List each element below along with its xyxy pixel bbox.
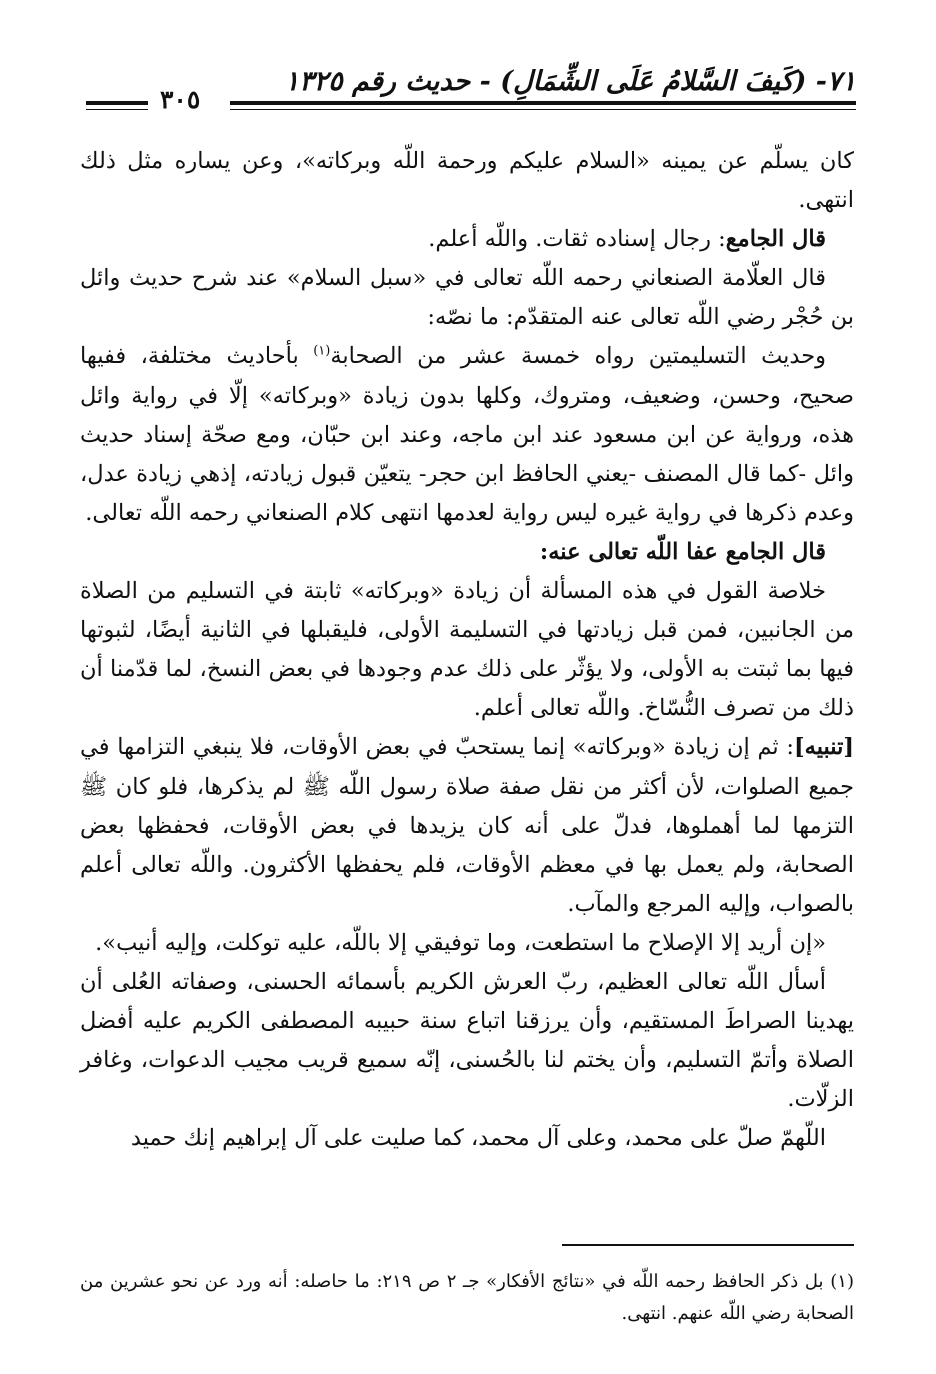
chapter-title: ٧١- (كَيفَ السَّلامُ عَلَى الشِّمَالِ) - حديث رقم ١٣٢٥ bbox=[284, 66, 856, 97]
paragraph: قال العلّامة الصنعاني رحمه اللّه تعالى في «سبل السلام» عند شرح حديث وائل بن حُجْر رضي اللّه تعالى عنه المتقدّم: ما نصّه: bbox=[80, 265, 854, 331]
paragraph bbox=[80, 220, 854, 259]
running-header bbox=[80, 62, 856, 114]
header-rule-thick-left bbox=[86, 101, 148, 105]
paragraph-text: بأحاديث مختلفة، ففيها صحيح، وحسن، وضعيف، ومتروك، وكلها بدون زيادة «وبركاته» إلّا في رواية وائل هذه، ورواية عن ابن مسعود عند ابن ماجه، وعند ابن حبّان، ومع صحّة إسناد حديث وائل -كما قال المصنف -يعني الحافظ ابن حجر- يتعيّن قبول زيادته، إذهي زيادة عدل، وعدم ذكرها في رواية غيره ليس رواية لعدمها انتهى كلام الصنعاني رحمه اللّه تعالى. bbox=[80, 343, 854, 526]
note-label: [تنبيه] bbox=[794, 734, 854, 761]
footnote-reference: (١) bbox=[313, 343, 331, 359]
header-rule-thin bbox=[230, 109, 856, 110]
paragraph: اللّهمّ صلّ على محمد، وعلى آل محمد، كما صليت على آل إبراهيم إنك حميد bbox=[130, 1125, 826, 1152]
header-rule-thick bbox=[230, 101, 856, 105]
section-heading: قال الجامع عفا اللّه تعالى عنه: bbox=[539, 538, 826, 565]
paragraph bbox=[80, 728, 854, 923]
jami-label: قال الجامع bbox=[725, 226, 826, 253]
main-text bbox=[80, 142, 854, 1158]
footnote-separator bbox=[562, 1244, 854, 1246]
paragraph-text: وحديث التسليمتين رواه خمسة عشر من الصحابة bbox=[330, 343, 827, 370]
quran-quote: «إن أريد إلا الإصلاح ما استطعت، وما توفيقي إلا باللّه، عليه توكلت، وإليه أنيب». bbox=[95, 929, 826, 956]
paragraph-text: : ثم إن زيادة «وبركاته» إنما يستحبّ في بعض الأوقات، فلا ينبغي التزامها في جميع الصلوات، لأن أكثر من نقل صفة صلاة رسول اللّه ﷺ لم يذكرها، فلو كان ﷺ التزمها لما أهملوها، فدلّ على أنه كان يزيدها في بعض الأوقات، فحفظها بعض الصحابة، ولم يعمل بها في معظم الأوقات، فلم يحفظها الأكثرون. واللّه تعالى أعلم بالصواب، وإليه المرجع والمآب. bbox=[80, 734, 854, 917]
paragraph bbox=[80, 337, 854, 532]
header-rule-thin-left bbox=[86, 109, 148, 110]
paragraph-text: : رجال إسناده ثقات. واللّه أعلم. bbox=[428, 226, 726, 253]
paragraph: أسأل اللّه تعالى العظيم، ربّ العرش الكريم بأسمائه الحسنى، وصفاته العُلى أن يهدينا الصراطَ المستقيم، وأن يرزقنا اتباع سنة حبيبه المصطفى الكريم عليه أفضل الصلاة وأتمّ التسليم، وأن يختم لنا بالحُسنى، إنّه سميع قريب مجيب الدعوات، وغافر الزلّات. bbox=[80, 968, 854, 1113]
paragraph: خلاصة القول في هذه المسألة أن زيادة «وبركاته» ثابتة في التسليم من الصلاة من الجانبين، فمن قبل زيادتها في التسليمة الأولى، فليقبلها في الثانية أيضًا، لثبوتها فيها بما ثبتت به الأولى، ولا يؤثّر على ذلك عدم وجودها في بعض النسخ، لما قدّمنا أن ذلك من تصرف النُّسّاخ. واللّه تعالى أعلم. bbox=[80, 578, 854, 722]
footnote bbox=[80, 1266, 854, 1330]
page-number: ٣٠٥ bbox=[150, 84, 210, 116]
paragraph: كان يسلّم عن يمينه «السلام عليكم ورحمة اللّه وبركاته»، وعن يساره مثل ذلك انتهى. bbox=[80, 148, 854, 214]
footnote-text: (١) بل ذكر الحافظ رحمه اللّه في «نتائج الأفكار» جـ ٢ ص ٢١٩: ما حاصله: أنه ورد عن نحو عشرين من الصحابة رضي اللّه عنهم. انتهى. bbox=[80, 1271, 854, 1324]
